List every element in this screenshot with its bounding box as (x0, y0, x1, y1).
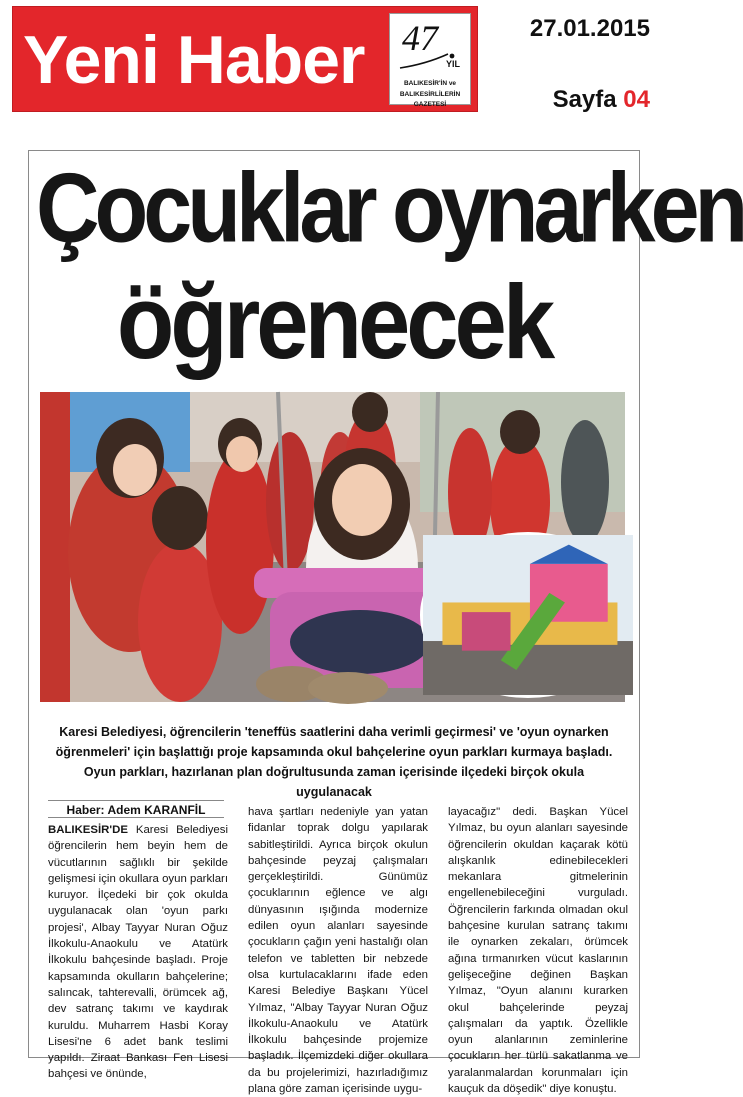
headline-line-2: öğrenecek (116, 262, 552, 381)
headline-line-1: Çocuklar oynarken (36, 152, 743, 263)
anniversary-number: 47 (402, 18, 438, 58)
body-text-2: hava şartları nedeniyle yan yatan fidanlar toprak dolgu yapılarak sabitleştirildi. Ayrıca birçok okulun bahçesinde peyzaj çalışmaları gerçekleştirildi. Günümüz çocuklarının eğlence ve algı dünyasının ışığında modernize edilen oyun alanları sayesinde çocukların çağın yeni hastalığı olan telefon ve tabletten bir nebzede olsa kurtulacaklarını ifade eden Karesi Belediye Başkanı Yücel Yılmaz, "Albay Tayyar Nuran Oğuz İlkokulu-Anaokulu ve Atatürk İlkokulu bahçesinde projemize başladık. İlçemizdeki diğer okullara da bu projelerimizi, hazırladığımız plana göre zaman içerisinde uygu- (248, 806, 428, 1096)
body-text-3: layacağız" dedi. Başkan Yücel Yılmaz, bu oyun alanları sayesinde öğrencilerin okuldan kaçarak kötü alışkanlık edinebilecekleri mekanlara gitmelerinin engellenebileceğini vurguladı. Öğrencilerin farkında olmadan okul bahçesine kurulan satranç takımı ile oynarken zekaları, örümcek ağına tırmanırken vücut kaslarının gelişeceğine değinen Başkan Yılmaz, "Oyun alanını kurarken okul bahçelerinde peyzaj çalışmaları da yaptık. Özellikle oyun alanlarının zeminlerine çocukların her türlü sakatlanma ve yaralanmalardan korunmaları için kauçuk da döşedik" diye konuştu. (448, 806, 628, 1096)
page-label: Sayfa (552, 86, 617, 113)
body-column-1 (48, 822, 228, 1081)
anniversary-yil: YIL (446, 59, 461, 69)
headline (36, 152, 743, 381)
tagline-line-1: BALIKESİR'İN ve (403, 80, 457, 87)
playground-inset-photo (420, 532, 636, 698)
byline: Haber: Adem KARANFİL (48, 800, 224, 818)
tagline-line-2: BALIKESİRLİLERİN GAZETESİ (399, 91, 461, 108)
body-column-2 (248, 804, 428, 1096)
article-lead: Karesi Belediyesi, öğrencilerin 'teneffüs saatlerini daha verimli geçirmesi' ve 'oyun oynarken öğrenmeleri' için başlattığı proje kapsamında okul bahçelerine oyun parkları kurmaya başladı. Oyun parkları, hazırlanan plan doğrultusunda zaman içerisinde ilçedeki birçok okula uygulanacak (55, 725, 613, 799)
masthead (12, 6, 478, 112)
dateline: BALIKESİR'DE (48, 824, 128, 836)
newspaper-name: Yeni Haber (23, 22, 365, 98)
body-column-3 (448, 804, 628, 1096)
anniversary-badge (389, 13, 471, 108)
page-number: 04 (623, 86, 650, 113)
body-text-1: Karesi Belediyesi öğrencilerin hem beyin hem de vücutlarının sağlıklı bir şekilde gelişmesi için okullara oyun parkları kuruyor. İlçedeki bir çok okulda uygulanacak olan 'oyun parkı projesi', Albay Tayyar Nuran Oğuz İlkokulu-Anaokulu ve Atatürk İlkokulu bahçesinde başladı. Proje kapsamında okulların bahçelerine; salıncak, tahterevalli, örümcek ağ, dev satranç takımı ve kaydırak kuruldu. Muharrem Hasbi Koray Lisesi'ne 6 adet bank teslimi yapıldı. Ziraat Bankası Fen Lisesi bahçesi ve önünde, (48, 824, 228, 1081)
page-reference (490, 84, 650, 116)
issue-date: 27.01.2015 (529, 15, 650, 42)
